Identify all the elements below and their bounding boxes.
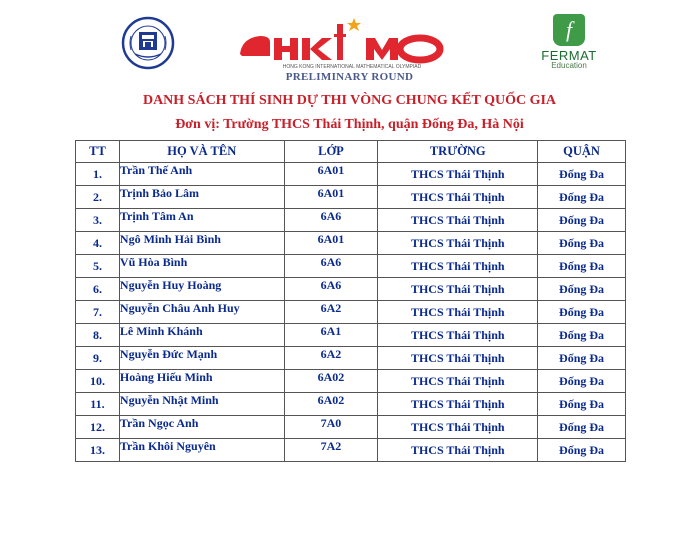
header-school: TRƯỜNG (378, 141, 538, 163)
student-class: 6A2 (284, 347, 378, 370)
round-label: PRELIMINARY ROUND (285, 71, 414, 83)
student-name: Nguyễn Đức Mạnh (119, 347, 284, 370)
header-tt: TT (76, 141, 120, 163)
fermat-f-badge-icon: f (553, 14, 585, 46)
hkimo-tagline: HONG KONG INTERNATIONAL MATHEMATICAL OLYMPIAD (282, 64, 422, 70)
row-number: 12. (76, 416, 120, 439)
hkimo-logo (234, 16, 478, 74)
student-class: 6A6 (284, 209, 378, 232)
row-number: 3. (76, 209, 120, 232)
student-class: 6A6 (284, 278, 378, 301)
student-district: Đống Đa (538, 416, 626, 439)
table-row (76, 232, 626, 255)
row-number: 2. (76, 186, 120, 209)
row-number: 9. (76, 347, 120, 370)
row-number: 1. (76, 163, 120, 186)
student-name: Nguyễn Huy Hoàng (119, 278, 284, 301)
table-row (76, 163, 626, 186)
student-district: Đống Đa (538, 278, 626, 301)
student-class: 6A6 (284, 255, 378, 278)
student-name: Hoàng Hiếu Minh (119, 370, 284, 393)
table-row (76, 209, 626, 232)
student-school: THCS Thái Thịnh (378, 232, 538, 255)
table-row (76, 255, 626, 278)
student-class: 6A02 (284, 370, 378, 393)
fermat-education-logo (534, 14, 604, 76)
student-district: Đống Đa (538, 209, 626, 232)
document-subtitle: Đơn vị: Trường THCS Thái Thịnh, quận Đống Đa, Hà Nội (175, 117, 524, 132)
student-school: THCS Thái Thịnh (378, 186, 538, 209)
row-number: 5. (76, 255, 120, 278)
table-row (76, 393, 626, 416)
row-number: 11. (76, 393, 120, 416)
header-class: LỚP (284, 141, 378, 163)
student-school: THCS Thái Thịnh (378, 347, 538, 370)
student-name: Trịnh Bảo Lâm (119, 186, 284, 209)
student-district: Đống Đa (538, 301, 626, 324)
student-list-table (75, 140, 626, 462)
student-name: Nguyễn Châu Anh Huy (119, 301, 284, 324)
student-class: 6A2 (284, 301, 378, 324)
fermat-education-text: Education (551, 61, 587, 70)
student-district: Đống Đa (538, 439, 626, 462)
student-district: Đống Đa (538, 163, 626, 186)
row-number: 8. (76, 324, 120, 347)
student-school: THCS Thái Thịnh (378, 255, 538, 278)
student-class: 7A2 (284, 439, 378, 462)
student-name: Trần Thế Anh (119, 163, 284, 186)
student-school: THCS Thái Thịnh (378, 370, 538, 393)
student-school: THCS Thái Thịnh (378, 439, 538, 462)
table-row (76, 186, 626, 209)
student-class: 6A01 (284, 186, 378, 209)
student-school: THCS Thái Thịnh (378, 324, 538, 347)
student-class: 6A01 (284, 232, 378, 255)
header-district: QUẬN (538, 141, 626, 163)
document-title: DANH SÁCH THÍ SINH DỰ THI VÒNG CHUNG KẾT QUỐC GIA (142, 93, 557, 108)
student-school: THCS Thái Thịnh (378, 163, 538, 186)
student-class: 6A01 (284, 163, 378, 186)
student-district: Đống Đa (538, 324, 626, 347)
student-district: Đống Đa (538, 255, 626, 278)
student-district: Đống Đa (538, 347, 626, 370)
student-district: Đống Đa (538, 393, 626, 416)
row-number: 7. (76, 301, 120, 324)
table-row (76, 324, 626, 347)
table-row (76, 439, 626, 462)
student-name: Trần Khôi Nguyên (119, 439, 284, 462)
table-row (76, 370, 626, 393)
student-name: Trịnh Tâm An (119, 209, 284, 232)
row-number: 13. (76, 439, 120, 462)
student-name: Trần Ngọc Anh (119, 416, 284, 439)
student-school: THCS Thái Thịnh (378, 393, 538, 416)
student-class: 6A1 (284, 324, 378, 347)
table-row (76, 416, 626, 439)
student-school: THCS Thái Thịnh (378, 278, 538, 301)
table-row (76, 278, 626, 301)
row-number: 10. (76, 370, 120, 393)
table-row (76, 347, 626, 370)
student-district: Đống Đa (538, 186, 626, 209)
table-header-row (76, 141, 626, 163)
student-district: Đống Đa (538, 370, 626, 393)
header-name: HỌ VÀ TÊN (119, 141, 284, 163)
university-seal-logo (121, 16, 175, 70)
table-row (76, 301, 626, 324)
student-school: THCS Thái Thịnh (378, 416, 538, 439)
fermat-wordmark: FERMAT (541, 48, 597, 63)
student-school: THCS Thái Thịnh (378, 301, 538, 324)
student-district: Đống Đa (538, 232, 626, 255)
student-name: Vũ Hòa Bình (119, 255, 284, 278)
row-number: 6. (76, 278, 120, 301)
student-class: 6A02 (284, 393, 378, 416)
student-name: Ngô Minh Hải Bình (119, 232, 284, 255)
student-school: THCS Thái Thịnh (378, 209, 538, 232)
student-name: Nguyễn Nhật Minh (119, 393, 284, 416)
student-class: 7A0 (284, 416, 378, 439)
row-number: 4. (76, 232, 120, 255)
student-name: Lê Minh Khánh (119, 324, 284, 347)
